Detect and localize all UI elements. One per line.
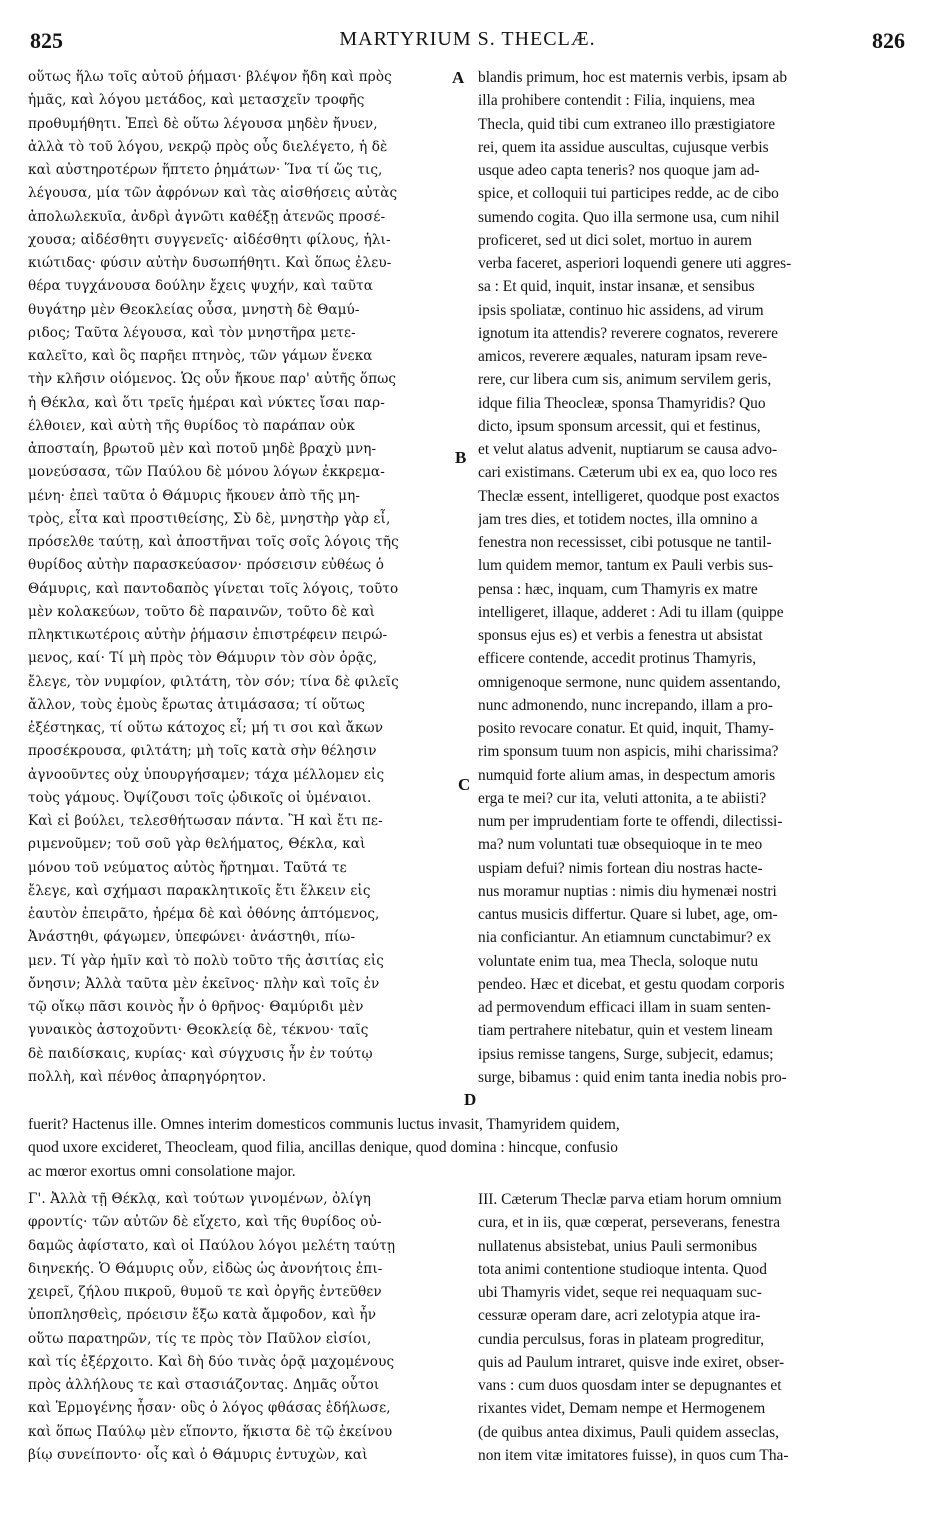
section-marker-d: D — [464, 1090, 477, 1109]
text-line: proficeret, sed ut dici solet, mortuo in aurem — [478, 231, 752, 249]
text-line: fuerit? Hactenus ille. Omnes interim domesticos communis luctus invasit, Thamyridem quidem, — [28, 1116, 620, 1133]
text-line: num per imprudentiam forte te offendi, dilectissi- — [478, 813, 783, 830]
text-line: nus moramur nuptias : nimis diu hymenæi nostri — [478, 882, 777, 900]
section-marker-b: B — [455, 448, 467, 467]
text-line: dicto, ipsum sponsum arcessit, qui et festinus, — [478, 417, 761, 435]
text-line: τὴν κλῆσιν οἰόμενος. Ὡς οὖν ἤκουε παρ' αὐτῆς ὅπως — [28, 371, 397, 388]
text-line: III. Cæterum Theclæ parva etiam horum omnium — [478, 1191, 782, 1208]
text-line: vans : cum duos quosdam inter se depugnantes et — [478, 1377, 782, 1394]
text-line: rere, cur libera cum sis, animum servilem geris, — [478, 371, 772, 389]
text-line: ριμενοῦμεν; τοῦ σοῦ γὰρ θελήματος, Θέκλα, καὶ — [28, 836, 366, 853]
right-page-number: 826 — [872, 28, 905, 53]
text-line: intelligeret, illaque, adderet : Adi tu illam (quippe — [478, 603, 784, 621]
latin-spanning-text — [28, 1113, 908, 1183]
text-line: οὕτως ἥλω τοῖς αὐτοῦ ῥήμασι· βλέψον ἤδη καὶ πρὸς — [28, 69, 392, 85]
text-line: verba faceret, asperiori loquendi genere uti aggres- — [478, 255, 792, 272]
text-line: voluntate enim tua, mea Thecla, soloque nutu — [478, 952, 759, 970]
text-line: κιώτιδας· φύσιν αὐτὴν δυσωπήθητι. Καὶ ὅπως ἐλευ- — [28, 255, 392, 271]
text-line: θυρίδος αὐτὴν παρασκεύασον· πρόσεισιν εὐθέως ὁ — [28, 557, 384, 574]
text-line: μονεύσασα, τῶν Παύλου δὲ μόνου λόγων ἐκκρεμα- — [28, 464, 385, 481]
text-line: ἀπολωλεκυῖα, ἀνδρὶ ἀγνῶτι καθέξῃ ἀτενῶς προσέ- — [28, 208, 386, 225]
text-line: Θάμυρις, καὶ παντοδαπὸς γίνεται τοῖς λόγοις, τοῦτο — [28, 580, 399, 597]
text-line: ὑποπλησθεὶς, πρόεισιν ἔξω κατὰ ἄμφοδον, καὶ ἦν — [28, 1307, 377, 1324]
section-marker-c: C — [458, 775, 471, 794]
text-line: οὕτω παρατηρῶν, τίς τε πρὸς τὸν Παῦλον εἰσίοι, — [28, 1330, 372, 1347]
text-line: sponsus ejus es) et verbis a fenestra ut absistat — [478, 627, 763, 644]
text-line: quis ad Paulum intraret, quisve inde exiret, obser- — [478, 1353, 785, 1371]
text-line: θυγάτηρ μὲν Θεοκλείας οὖσα, μνηστὴ δὲ Θαμύ- — [28, 301, 360, 318]
text-line: πληκτικωτέροις αὐτὴν ῥήμασιν ἐπιστρέφειν πειρώ- — [28, 627, 388, 643]
text-line: spice, et colloquii tui participes redde, ac de cibo — [478, 185, 779, 203]
text-line: ἔλεγε, καὶ σχήμασι παρακλητικοῖς ἔτι ἕλκειν εἰς — [28, 882, 371, 899]
left-page-number: 825 — [30, 28, 63, 53]
text-line: lum quidem memor, tantum ex Pauli verbis sus- — [478, 557, 774, 575]
text-line: καὶ αὐστηροτέρων ἥπτετο ῥημάτων· Ἵνα τί ὥς τις, — [28, 162, 383, 178]
text-line: uspiam defui? nimis fortean diu nostras hacte- — [478, 859, 763, 877]
text-line: ἡ Θέκλα, καὶ ὅτι τρεῖς ἡμέραι καὶ νύκτες ἴσαι παρ- — [28, 394, 385, 411]
text-line: τοὺς γάμους. Ὀψίζουσι τοῖς ᾠδικοῖς οἱ ὑμέναιοι. — [28, 789, 372, 806]
text-line: Theclæ essent, intelligeret, quodque post exactos — [478, 487, 780, 505]
text-line: ὄνησιν; Ἀλλὰ ταῦτα μὲν ἐκεῖνος· πλὴν καὶ τοῖς ἐν — [28, 975, 380, 992]
text-line: ipsius remisse tangens, Surge, subjecit, edamus; — [478, 1045, 774, 1063]
text-line: ἀγνοοῦντες οὐχ ὑπουργήσαμεν; τάχα μέλλομεν εἰς — [28, 766, 385, 783]
text-line: fenestra non recessisset, cibi potusque ne tantil- — [478, 534, 772, 551]
text-line: cura, et in iis, quæ cœperat, perseverans, fenestra — [478, 1214, 781, 1232]
text-line: δαμῶς ἀφίστατο, καὶ οἱ Παύλου λόγοι μελέτη ταύτῃ — [28, 1237, 396, 1254]
text-line: μένη· ἐπεὶ ταῦτα ὁ Θάμυρις ἤκουεν ἀπὸ τῆς μη- — [28, 487, 361, 504]
text-line: idque filia Theocleæ, sponsa Thamyridis? Quo — [478, 394, 766, 412]
text-line: μόνου τοῦ νεύματος αὐτὸς ἤρτημαι. Ταῦτά τε — [28, 859, 347, 876]
text-line: χειρεῖ, ζήλου πικροῦ, θυμοῦ τε καὶ ὀργῆς ἐντεῦθεν — [28, 1284, 382, 1300]
text-line: sumendo cogita. Quo illa sermone usa, cum nihil — [478, 208, 780, 226]
text-line: non item vitæ imitatores fuisse), in quos cum Tha- — [478, 1446, 789, 1464]
text-line: έλθοιεν, καὶ αὐτὴ τῆς θυρίδος τὸ παράπαν οὐκ — [28, 417, 356, 434]
text-line: μενος, καί· Τί μὴ πρὸς τὸν Θάμυριν τὸν σὸν ὁρᾷς, — [28, 650, 378, 667]
text-line: usque adeo capta teneris? nos quoque jam ad- — [478, 162, 760, 179]
text-line: ἡμᾶς, καὶ λόγου μετάδος, καὶ μετασχεῖν τροφῆς — [28, 92, 365, 109]
text-line: ἀποσταίη, βρωτοῦ μὲν καὶ ποτοῦ μηδὲ βραχὺ μνη- — [28, 441, 377, 457]
text-line: nunc admonendo, nunc increpando, illam a pro- — [478, 696, 773, 714]
text-line: nullatenus absistebat, unius Pauli sermonibus — [478, 1237, 758, 1255]
section-marker-a: A — [452, 68, 465, 87]
text-line: προθυμήθητι. Ἐπεὶ δὲ οὕτω λέγουσα μηδὲν ἤνυεν, — [28, 115, 378, 132]
text-line: ac mœror exortus omni consolatione major. — [28, 1162, 296, 1180]
text-line: πρόσελθε ταύτῃ, καὶ ἀποστῆναι τοῖς σοῖς λόγοις τῆς — [28, 534, 399, 550]
text-line: rim sponsum tuum non aspicis, mihi charissima? — [478, 743, 779, 761]
text-line: Γ'. Ἀλλὰ τῇ Θέκλᾳ, καὶ τούτων γινομένων, ὀλίγη — [28, 1191, 371, 1207]
text-line: tota animi contentione studioque intenta. Quod — [478, 1260, 767, 1278]
text-line: φροντίς· τῶν αὐτῶν δὲ εἴχετο, καὶ τῆς θυρίδος οὐ- — [28, 1214, 382, 1231]
text-line: τῷ οἴκῳ πᾶσι κοινὸς ἦν ὁ θρῆνος· Θαμύριδι μὲν — [28, 999, 364, 1015]
text-line: quod uxore excideret, Theocleam, quod filia, ancillas denique, quod domina : hincque, confusio — [28, 1139, 618, 1157]
text-line: λέγουσα, μία τῶν ἀφρόνων καὶ τὰς αἰσθήσεις αὐτὰς — [28, 185, 398, 202]
greek-column-bottom — [28, 1188, 473, 1467]
text-line: βίῳ συνείποντο· οἷς καὶ ὁ Θάμυρις ἐντυχὼν, καὶ — [28, 1446, 368, 1463]
text-line: erga te mei? cur ita, veluti attonita, a te abiisti? — [478, 789, 767, 807]
text-line: ἔλεγε, τὸν νυμφίον, φιλτάτη, τὸν σόν; τίνα δὲ φιλεῖς — [28, 673, 399, 690]
greek-column-top — [28, 66, 471, 1089]
text-line: (de quibus antea diximus, Pauli quidem asseclas, — [478, 1423, 779, 1441]
text-line: ipsis spoliatæ, continuo hic assidens, ad virum — [478, 301, 764, 319]
page-header — [30, 28, 905, 62]
text-line: καλεῖτο, καὶ ὃς παρῆει πτηνὸς, τῶν γάμων ἕνεκα — [28, 348, 373, 364]
text-line: omnigenoque sermone, nunc quidem assentando, — [478, 673, 781, 691]
text-line: δὲ παιδίσκαις, κυρίας· καὶ σύγχυσις ἦν ἐν τούτῳ — [28, 1045, 373, 1062]
text-line: καὶ ὅπως Παύλῳ μὲν εἵποντο, ἥκιστα δὲ τῷ ἐκείνου — [28, 1423, 393, 1440]
text-line: sa : Et quid, inquit, instar insanæ, et sensibus — [478, 278, 755, 296]
text-line: καὶ Ἑρμογένης ἦσαν· οὓς ὁ λόγος φθάσας ἐδήλωσε, — [28, 1400, 391, 1417]
latin-column-bottom — [478, 1188, 908, 1467]
text-line: ignotum ita attendis? reverere cognatos, reverere — [478, 324, 778, 342]
text-line: ἄλλον, τοὺς ἐμοὺς ἔρωτας ἀτιμάσασα; τί οὕτως — [28, 696, 366, 713]
text-line: γυναικὸς ἀστοχοῦντι· Θεοκλείᾳ δὲ, τέκνου· ταῖς — [28, 1022, 369, 1039]
text-line: efficere contende, accedit protinus Thamyris, — [478, 650, 757, 668]
text-line: ἀλλὰ τὸ τοῦ λόγου, νεκρῷ πρὸς οὖς διελέγετο, ἡ δὲ — [28, 138, 388, 155]
text-line: et velut alatus advenit, nuptiarum se causa advo- — [478, 441, 778, 458]
text-line: pendeo. Hæc et dicebat, et gestu quodam corporis — [478, 975, 785, 993]
text-line: μὲν κολακεύων, τοῦτο δὲ παραινῶν, τοῦτο δὲ καὶ — [28, 603, 376, 620]
text-line: nia conficiantur. An etiamnum cunctabimur? ex — [478, 929, 772, 947]
text-line: Ἀνάστηθι, φάγωμεν, ὑπεφώνει· ἀνάστηθι, πίω- — [28, 929, 356, 946]
text-line: διηνεκής. Ὁ Θάμυρις οὖν, εἰδὼς ὡς ἀνονήτοις ἐπι- — [28, 1260, 383, 1277]
text-line: illa prohibere contendit : Filia, inquiens, mea — [478, 92, 755, 110]
text-line: ma? num voluntati tuæ obsequioque in te meo — [478, 836, 763, 854]
text-line: πρὸς ἀλλήλους τε καὶ στασιάζοντας. Δημᾶς οὗτοι — [28, 1377, 380, 1393]
text-line: rei, quem ita assidue auscultas, cujusque verbis — [478, 138, 769, 156]
text-line: tiam pertrahere nitebatur, quin et vestem lineam — [478, 1022, 773, 1040]
text-line: ad permovendum efficaci illam in suam senten- — [478, 999, 771, 1016]
text-line: posito revocare conatur. Et quid, inquit, Thamy- — [478, 720, 774, 737]
text-line: pensa : hæc, inquam, cum Thamyris ex matre — [478, 580, 758, 598]
text-line: cari existimans. Cæterum ubi ex ea, quo loco res — [478, 464, 778, 482]
latin-column-top — [478, 66, 908, 1089]
text-line: Thecla, quid tibi cum extraneo illo præstigiatore — [478, 115, 776, 133]
text-line: τρὸς, εἶτα καὶ προστιθείσης, Σὺ δὲ, μνηστὴρ γὰρ εἶ, — [28, 510, 391, 527]
text-line: amicos, reverere æquales, naturam ipsam reve- — [478, 348, 768, 365]
text-line: ἐξέστηκας, τί οὕτω κάτοχος εἶ; μή τι σοι καὶ ἄκων — [28, 720, 384, 736]
text-line: cantus musicis differtur. Quare si lubet, age, om- — [478, 906, 778, 923]
text-line: ἑαυτὸν ἐπειρᾶτο, ἠρέμα δὲ καὶ ὀθόνης ἁπτόμενος, — [28, 906, 380, 922]
text-line: καὶ τίς ἐξέρχοιτο. Καὶ δὴ δύο τινὰς ὁρᾷ μαχομένους — [28, 1353, 395, 1370]
running-title: MARTYRIUM S. THECLÆ. — [339, 28, 596, 50]
text-line: cundia perculsus, foras in plateam progreditur, — [478, 1330, 765, 1348]
text-line: surge, bibamus : quid enim tanta inedia nobis pro- — [478, 1068, 787, 1086]
text-line: πολλὴ, καὶ πένθος ἀπαρηγόρητον. — [28, 1068, 267, 1085]
text-line: Καὶ εἰ βούλει, τελεσθήτωσαν πάντα. Ἢ καὶ ἔτι πε- — [28, 813, 383, 829]
text-line: μεν. Τί γὰρ ἡμῖν καὶ τὸ πολὺ τοῦτο τῆς ἀσιτίας εἰς — [28, 952, 385, 969]
text-line: προσέκρουσα, φιλτάτη; μὴ τοῖς κατὰ σὴν θέλησιν — [28, 743, 377, 760]
text-line: blandis primum, hoc est maternis verbis, ipsam ab — [478, 69, 788, 86]
text-line: numquid forte alium amas, in despectum amoris — [478, 766, 776, 784]
text-line: ubi Thamyris videt, seque rei nequaquam suc- — [478, 1284, 762, 1301]
text-line: θέρα τυγχάνουσα δούλην ἔχεις ψυχήν, καὶ ταῦτα — [28, 278, 374, 295]
text-line: χουσα; αἰδέσθητι συγγενεῖς· αἰδέσθητι φίλους, ἡλι- — [28, 231, 391, 248]
text-line: cessuræ operam dare, acri zelotypia atque ira- — [478, 1307, 761, 1325]
text-line: jam tres dies, et totidem noctes, illa omnino a — [478, 510, 758, 528]
text-line: rixantes videt, Demam nempe et Hermogenem — [478, 1400, 766, 1418]
text-line: ριδος; Ταῦτα λέγουσα, καὶ τὸν μνηστῆρα μετε- — [28, 324, 356, 341]
